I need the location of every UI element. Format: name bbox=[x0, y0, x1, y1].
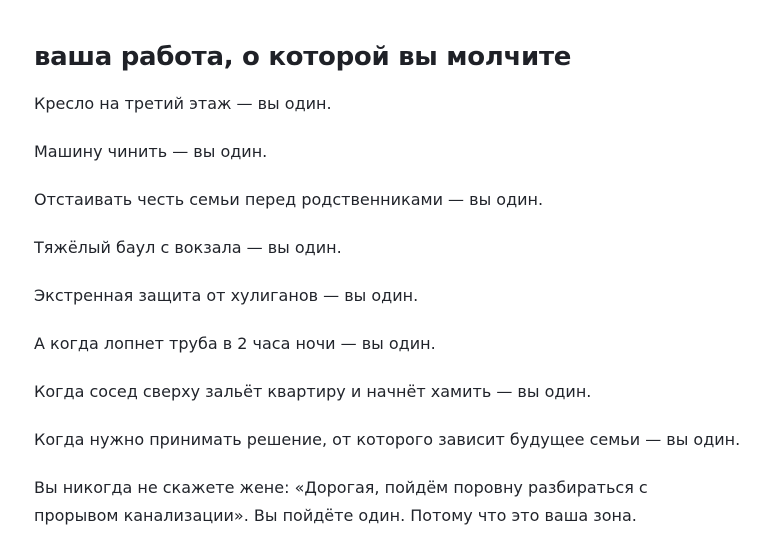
article-paragraph: Тяжёлый баул с вокзала — вы один. bbox=[34, 238, 342, 257]
article-paragraph: Вы никогда не скажете жене: «Дорогая, пойдём поровну разбираться с прорывом канализации». Вы пойдёте один. Потому что это ваша зона. bbox=[34, 478, 648, 525]
article-paragraph: Кресло на третий этаж — вы один. bbox=[34, 94, 332, 113]
article-paragraph: Отстаивать честь семьи перед родственниками — вы один. bbox=[34, 190, 544, 209]
article-paragraph: Машину чинить — вы один. bbox=[34, 142, 268, 161]
article-title: ваша работа, о которой вы молчите bbox=[34, 42, 572, 72]
article-paragraph: Когда нужно принимать решение, от которого зависит будущее семьи — вы один. bbox=[34, 430, 741, 449]
article-paragraph: Экстренная защита от хулиганов — вы один. bbox=[34, 286, 419, 305]
article-paragraph: А когда лопнет труба в 2 часа ночи — вы один. bbox=[34, 334, 436, 353]
article-paragraph: Когда сосед сверху зальёт квартиру и начнёт хамить — вы один. bbox=[34, 382, 592, 401]
